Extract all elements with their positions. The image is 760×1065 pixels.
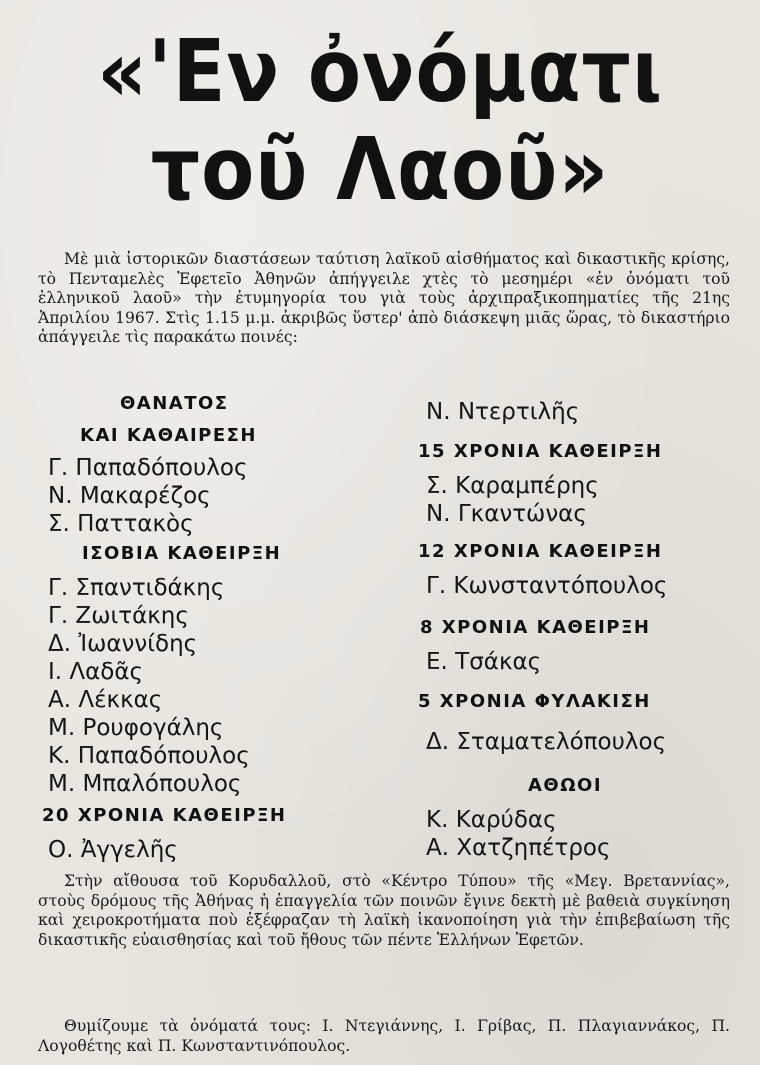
name-item: Κ. Καρύδας xyxy=(426,807,557,833)
name-item: Γ. Σπαντιδάκης xyxy=(48,575,225,601)
closing-paragraph: Στὴν αἴθουσα τοῦ Κορυδαλλοῦ, στὸ «Κέντρο Τύπου» τῆς «Μεγ. Βρεταννίας», στοὺς δρόμους τῆς Ἀθήνας ἡ ἐπαγγελία τῶν ποινῶν ἔγινε δεκτὴ μὲ βαθειὰ συγκίνηση καὶ χειροκροτήματα ποὺ ἐξέφραζαν τὴ λαϊκὴ ἱκανοποίηση γιὰ τὴν ἐπιβεβαίωση τῆς δικαστικῆς εὐαισθησίας καὶ τοῦ ἤθους τῶν πέντε Ἑλλήνων Ἐφετῶν. xyxy=(38,872,730,949)
lead-paragraph: Μὲ μιὰ ἱστορικῶν διαστάσεων ταύτιση λαϊκοῦ αἰσθήματος καὶ δικαστικῆς κρίσης, τὸ Πενταμελὲς Ἐφετεῖο Ἀθηνῶν ἀπήγγειλε χτὲς τὸ μεσημέρι «ἐν ὀνόματι τοῦ ἑλληνικοῦ λαοῦ» τὴν ἐτυμηγορία του γιὰ τοὺς ἀρχιπραξικοπηματίες τῆς 21ης Ἀπριλίου 1967. Στὶς 1.15 μ.μ. ἀκριβῶς ὕστερ' ἀπὸ διάσκεψη μιᾶς ὥρας, τὸ δικαστήριο ἀπάγγειλε τὶς παρακάτω ποινές: xyxy=(38,250,730,347)
category-fifteen-years: 15 ΧΡΟΝΙΑ ΚΑΘΕΙΡΞΗ xyxy=(418,441,663,462)
category-life: ΙΣΟΒΙΑ ΚΑΘΕΙΡΞΗ xyxy=(82,543,282,564)
name-item: Σ. Παττακὸς xyxy=(48,511,194,537)
name-item: Κ. Παπαδόπουλος xyxy=(48,743,250,769)
name-item: Ν. Ντερτιλῆς xyxy=(426,399,580,425)
name-item: Α. Λέκκας xyxy=(48,687,163,713)
category-twelve-years: 12 ΧΡΟΝΙΑ ΚΑΘΕΙΡΞΗ xyxy=(418,541,663,562)
category-death-line2: ΚΑΙ ΚΑΘΑΙΡΕΣΗ xyxy=(80,425,257,446)
name-item: Ε. Τσάκας xyxy=(426,649,542,675)
category-death-line1: ΘΑΝΑΤΟΣ xyxy=(120,393,229,414)
name-item: Δ. Ἰωαννίδης xyxy=(48,631,198,657)
category-twenty-years: 20 ΧΡΟΝΙΑ ΚΑΘΕΙΡΞΗ xyxy=(42,805,287,826)
category-five-years: 5 ΧΡΟΝΙΑ ΦΥΛΑΚΙΣΗ xyxy=(418,691,651,712)
judges-paragraph: Θυμίζουμε τὰ ὀνόματά τους: Ι. Ντεγιάννης, Ι. Γρίβας, Π. Πλαγιαννάκος, Π. Λογοθέτης καὶ Π. Κωνσταντινόπουλος. xyxy=(38,1017,730,1055)
name-item: Ο. Ἀγγελῆς xyxy=(48,837,178,863)
name-item: Γ. Κωνσταντόπουλος xyxy=(426,573,668,599)
headline-line-2: τοῦ Λαοῦ» xyxy=(150,120,610,220)
name-item: Γ. Παπαδόπουλος xyxy=(48,455,248,481)
name-item: Δ. Σταματελόπουλος xyxy=(426,729,667,755)
name-item: Α. Χατζηπέτρος xyxy=(426,835,611,861)
name-item: Σ. Καραμπέρης xyxy=(426,473,599,499)
headline-line-1: «'Εν ὀνόματι xyxy=(97,22,663,122)
name-item: Γ. Ζωιτάκης xyxy=(48,603,189,629)
name-item: Μ. Μπαλόπουλος xyxy=(48,771,242,797)
name-item: Ν. Γκαντώνας xyxy=(426,501,587,527)
name-item: Ν. Μακαρέζος xyxy=(48,483,211,509)
name-item: Ι. Λαδᾶς xyxy=(48,659,144,685)
name-item: Μ. Ρουφογάλης xyxy=(48,715,224,741)
category-eight-years: 8 ΧΡΟΝΙΑ ΚΑΘΕΙΡΞΗ xyxy=(420,617,651,638)
category-acquitted: ΑΘΩΟΙ xyxy=(528,775,603,796)
